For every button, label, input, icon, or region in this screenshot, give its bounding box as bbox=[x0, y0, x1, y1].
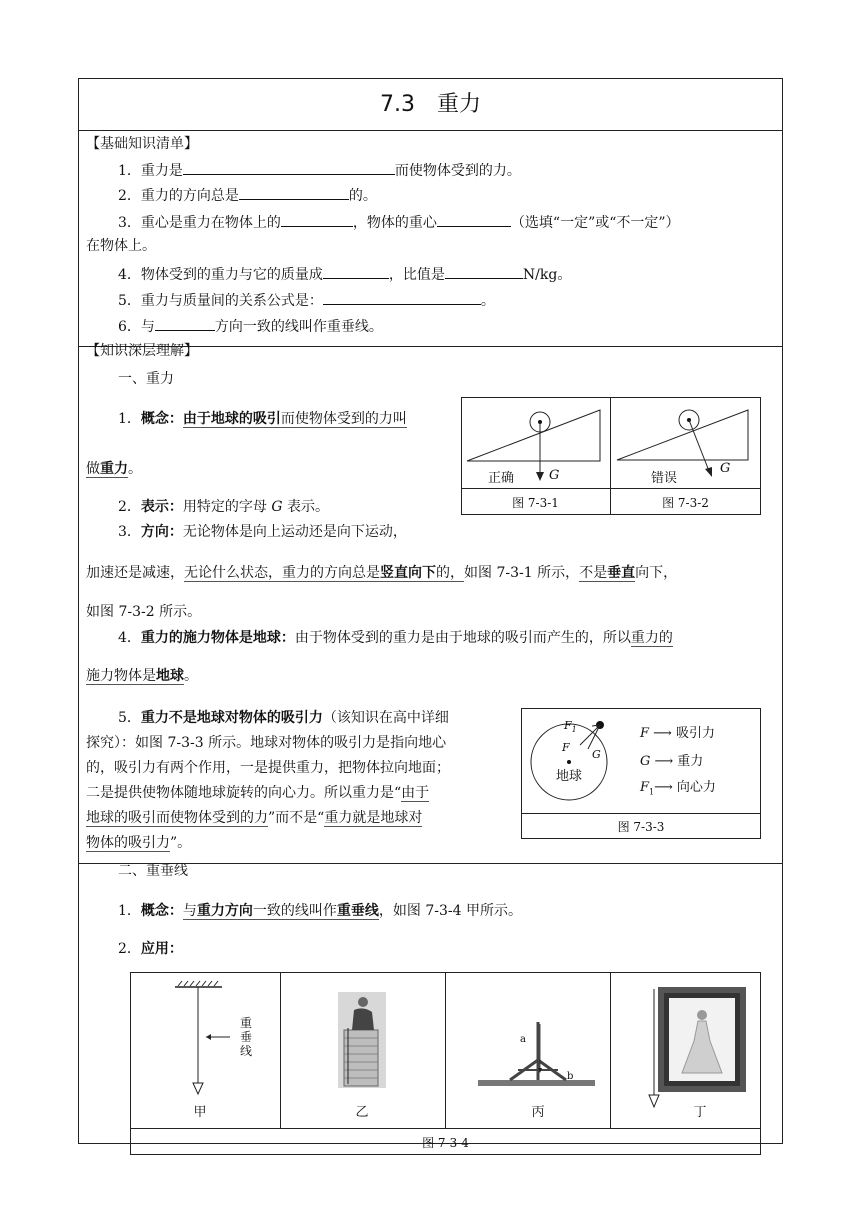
bold-term: 表示： bbox=[140, 499, 183, 515]
num: 3． bbox=[118, 524, 141, 540]
question-3 bbox=[118, 211, 680, 233]
para-direction-l2 bbox=[86, 563, 677, 583]
bold-term: 重垂线 bbox=[336, 903, 379, 919]
text: 向下， bbox=[635, 565, 678, 581]
divider bbox=[461, 488, 761, 489]
para-source-l2 bbox=[86, 666, 198, 686]
label-f: F bbox=[562, 741, 570, 754]
text: 由于物体受到的重力是由于地球的吸引而产生的，所以 bbox=[294, 630, 631, 646]
divider bbox=[445, 972, 446, 1128]
section-header-basics: 【基础知识清单】 bbox=[86, 136, 198, 152]
underlined-text: 不是 bbox=[579, 565, 608, 581]
q6-text-end: 方向一致的线叫作重垂线。 bbox=[214, 319, 383, 335]
symbol-g: G bbox=[271, 499, 283, 515]
answer-blank bbox=[239, 184, 349, 200]
text: 。 bbox=[128, 461, 142, 477]
para-source bbox=[118, 628, 673, 648]
level-frame-diagram bbox=[470, 1018, 600, 1092]
para-plumb-use bbox=[118, 939, 183, 959]
text: 表示。 bbox=[282, 499, 330, 515]
q5-text: 5．重力与质量间的关系公式是： bbox=[118, 293, 323, 309]
num: 2． bbox=[118, 499, 141, 515]
text: 二是提供使物体随地球旋转的向心力。所以重力是“ bbox=[86, 785, 402, 801]
text: ”而不是“ bbox=[268, 810, 325, 826]
question-3-cont: 在物体上。 bbox=[86, 238, 156, 254]
answer-blank bbox=[155, 315, 215, 331]
num: 4． bbox=[118, 630, 141, 646]
divider bbox=[130, 1128, 761, 1129]
question-6 bbox=[118, 315, 383, 337]
para-not-attraction-l3: 的，吸引力有两个作用，一是提供重力，把物体拉向地面； bbox=[86, 760, 450, 776]
question-4 bbox=[118, 263, 571, 285]
hanging-picture-image bbox=[648, 985, 750, 1110]
bold-term: 竖直向下 bbox=[380, 565, 436, 581]
q2-text: 2．重力的方向总是 bbox=[118, 188, 239, 204]
bricklayer-image bbox=[336, 990, 388, 1090]
bold-term: 重力不是地球对物体的吸引力 bbox=[140, 710, 323, 726]
plumb-label: 重 垂 线 bbox=[240, 1016, 253, 1058]
bold-term: 概念： bbox=[140, 411, 183, 427]
underlined-text: 与 bbox=[182, 903, 197, 919]
caption-7-3-3: 图 7-3-3 bbox=[617, 820, 665, 834]
answer-blank bbox=[445, 263, 523, 279]
bold-term: 重力 bbox=[100, 461, 128, 477]
text: ，如图 7-3-4 甲所示。 bbox=[378, 903, 523, 919]
underlined-text: 地球的吸引而使物体受到的力 bbox=[86, 810, 268, 826]
incline-diagram-correct bbox=[462, 398, 609, 488]
question-2 bbox=[118, 184, 377, 206]
divider bbox=[280, 972, 281, 1128]
para-not-attraction-l6 bbox=[86, 833, 191, 853]
num: 2． bbox=[118, 941, 141, 957]
cell-label-jia: 甲 bbox=[193, 1105, 207, 1120]
q2-text-end: 的。 bbox=[348, 188, 377, 204]
underlined-text: 的， bbox=[436, 565, 464, 581]
para-concept bbox=[118, 409, 407, 429]
para-concept-cont bbox=[86, 459, 142, 479]
divider bbox=[78, 130, 783, 131]
para-not-attraction-l5 bbox=[86, 808, 422, 828]
para-symbol bbox=[118, 497, 329, 517]
arrow-right-icon: ⟶ bbox=[654, 780, 677, 795]
text: 无论物体是向上运动还是向下运动， bbox=[182, 524, 407, 540]
underlined-text: 重力的 bbox=[630, 630, 673, 646]
para-direction bbox=[118, 522, 407, 542]
text: 。 bbox=[184, 668, 198, 684]
text: 加速还是减速， bbox=[86, 565, 184, 581]
underlined-text: 而使物体受到的力叫 bbox=[280, 411, 407, 427]
text: 如图 7-3-1 所示， bbox=[464, 565, 580, 581]
caption-7-3-2: 图 7-3-2 bbox=[662, 496, 709, 510]
num: 1． bbox=[118, 411, 141, 427]
divider bbox=[521, 813, 761, 814]
question-1 bbox=[118, 159, 521, 181]
legend-centripetal: $F_1⟶$ 向心力 bbox=[640, 780, 716, 797]
label-correct: 正确 bbox=[488, 471, 515, 486]
q4-text-mid: ，比值是 bbox=[388, 267, 445, 283]
para-plumb-concept bbox=[118, 901, 522, 921]
bold-term: 地球 bbox=[156, 668, 184, 684]
answer-blank bbox=[183, 159, 395, 175]
bold-term: 概念： bbox=[140, 903, 183, 919]
bold-term: 重力的施力物体是地球： bbox=[140, 630, 295, 646]
para-not-attraction-l4 bbox=[86, 783, 429, 803]
page-title: 7.3 重力 bbox=[380, 92, 481, 117]
q3-text-end: （选填“一定”或“不一定”） bbox=[510, 215, 680, 231]
caption-7-3-4: 图 7-3-4 bbox=[422, 1136, 469, 1150]
num: 5． bbox=[118, 710, 141, 726]
cell-label-yi: 乙 bbox=[355, 1105, 369, 1120]
text: ”。 bbox=[170, 835, 192, 851]
para-not-attraction-l2: 探究）：如图 7-3-3 所示。地球对物体的吸引力是指向地心 bbox=[86, 735, 447, 751]
divider bbox=[610, 972, 611, 1128]
label-g: G bbox=[592, 748, 601, 761]
q6-text: 6．与 bbox=[118, 319, 155, 335]
answer-blank bbox=[323, 263, 389, 279]
answer-blank bbox=[281, 211, 353, 227]
underlined-text: 无论什么状态，重力的方向总是 bbox=[184, 565, 380, 581]
point-b-label: b bbox=[567, 1071, 574, 1082]
q1-text: 1．重力是 bbox=[118, 163, 183, 179]
plumb-line-diagram bbox=[170, 980, 270, 1095]
bold-term: 方向： bbox=[140, 524, 183, 540]
underlined-text: 一致的线叫作 bbox=[252, 903, 337, 919]
label-g: G bbox=[549, 468, 560, 483]
text: 用特定的字母 bbox=[182, 499, 272, 515]
label-wrong: 错误 bbox=[651, 471, 678, 486]
q4-text-end: N/kg。 bbox=[522, 267, 572, 283]
cell-label-ding: 丁 bbox=[693, 1105, 707, 1120]
caption-7-3-1: 图 7-3-1 bbox=[512, 496, 559, 510]
cell-label-bing: 丙 bbox=[531, 1105, 545, 1120]
subheading-plumb-line: 二、重垂线 bbox=[118, 863, 188, 879]
para-direction-l3: 如图 7-3-2 所示。 bbox=[86, 604, 202, 620]
num: 1． bbox=[118, 903, 141, 919]
answer-blank bbox=[323, 289, 481, 305]
subheading-gravity: 一、重力 bbox=[118, 371, 174, 387]
bold-term: 应用： bbox=[140, 941, 183, 957]
point-a-label: a bbox=[520, 1034, 526, 1045]
underlined-text: 重力就是地球对 bbox=[324, 810, 423, 826]
q5-text-end: 。 bbox=[480, 293, 495, 309]
underlined-text: 施力物体是 bbox=[86, 668, 156, 684]
underlined-text: 做 bbox=[86, 461, 100, 477]
label-earth: 地球 bbox=[556, 769, 583, 784]
arrow-right-icon: ⟶ bbox=[650, 754, 678, 769]
q3-text: 3．重心是重力在物体上的 bbox=[118, 215, 281, 231]
q3-text-mid: ，物体的重心 bbox=[352, 215, 437, 231]
underlined-text: 物体的吸引力 bbox=[86, 835, 170, 851]
earth-force-diagram bbox=[522, 709, 632, 813]
q1-text-end: 而使物体受到的力。 bbox=[394, 163, 521, 179]
q4-text: 4．物体受到的重力与它的质量成 bbox=[118, 267, 323, 283]
answer-blank bbox=[437, 211, 511, 227]
incline-diagram-wrong bbox=[611, 398, 760, 488]
label-f1: $F_1$ bbox=[564, 719, 577, 735]
text: （该知识在高中详细 bbox=[322, 710, 449, 726]
section-header-deep: 【知识深层理解】 bbox=[86, 343, 198, 359]
arrow-right-icon: ⟶ bbox=[649, 726, 676, 741]
question-5 bbox=[118, 289, 495, 311]
para-not-attraction bbox=[118, 708, 449, 728]
bold-term: 重力方向 bbox=[196, 903, 253, 919]
underlined-text: 由于 bbox=[401, 785, 430, 801]
legend-gravity: G ⟶ 重力 bbox=[640, 754, 704, 769]
legend-attraction: F ⟶ 吸引力 bbox=[640, 726, 715, 741]
bold-term: 垂直 bbox=[607, 565, 636, 581]
label-g: G bbox=[720, 461, 731, 476]
underlined-term: 由于地球的吸引 bbox=[182, 411, 281, 427]
